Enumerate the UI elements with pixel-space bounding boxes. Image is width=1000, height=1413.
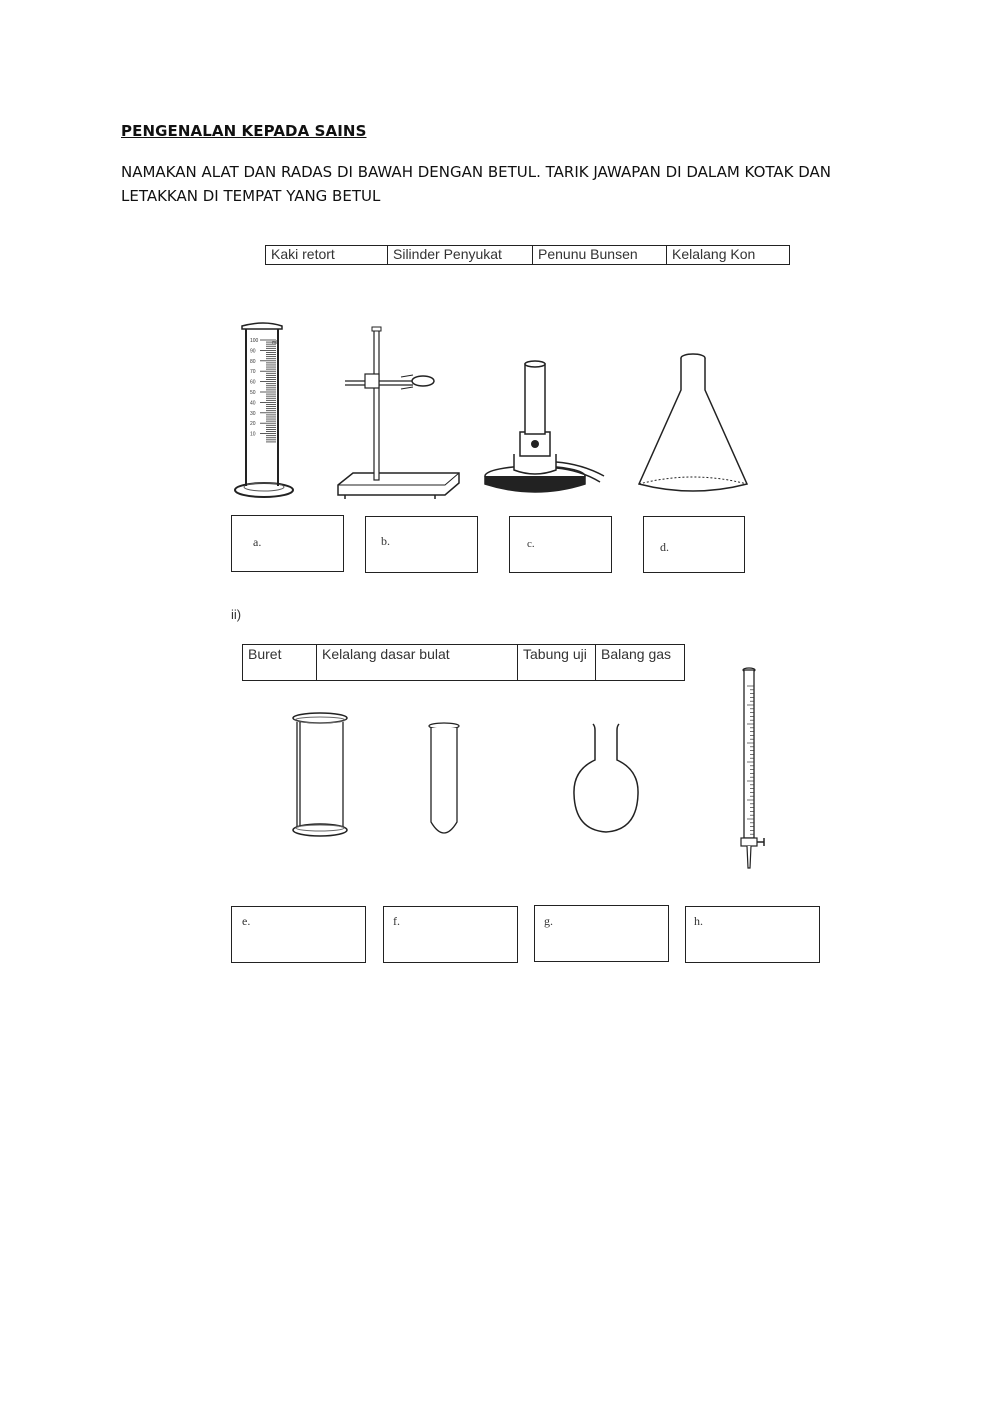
retort-stand-icon [335,327,465,499]
word-option-kaki-retort[interactable]: Kaki retort [266,246,388,264]
cylinder-scale-label: 40 [250,400,256,407]
cylinder-scale-label: 100 [250,338,259,344]
cylinder-scale-label: 90 [250,348,256,355]
answer-label-f: f. [393,914,400,928]
conical-flask-icon [636,352,750,498]
answer-label-d: d. [660,540,669,554]
word-bank-1 [265,245,790,265]
answer-label-g: g. [544,914,553,928]
word-option-tabung-uji[interactable]: Tabung uji [518,645,596,680]
round-bottom-flask-icon [571,720,641,834]
word-bank-2 [242,644,685,681]
word-option-kelalang-kon[interactable]: Kelalang Kon [672,246,756,262]
answer-box-e[interactable] [231,906,366,963]
instruction-text: NAMAKAN ALAT DAN RADAS DI BAWAH DENGAN BETUL. TARIK JAWAPAN DI DALAM KOTAK DAN LETAKKAN DI TEMPAT YANG BETUL [121,163,832,205]
cylinder-scale-label: 20 [250,421,256,428]
word-option-silinder-penyukat[interactable]: Silinder Penyukat [388,246,533,264]
measuring-cylinder-icon [232,320,296,500]
gas-jar-icon [290,710,350,840]
cylinder-scale-label: 80 [250,358,256,365]
answer-label-c: c. [527,538,535,550]
section-2-label: ii) [231,607,242,622]
burette-icon [733,666,773,870]
answer-box-h[interactable] [685,906,820,963]
cylinder-scale-label: 30 [250,410,256,417]
answer-box-g[interactable] [534,905,669,962]
cylinder-scale-label: 50 [250,390,256,396]
answer-box-d[interactable] [643,516,745,573]
answer-label-a: a. [253,535,262,549]
test-tube-icon [426,722,462,838]
cylinder-scale-label: 10 [250,431,256,438]
word-option-kelalang-dasar-bulat[interactable]: Kelalang dasar bulat [317,645,518,680]
answer-label-h: h. [694,914,703,928]
bunsen-burner-icon [482,358,612,494]
answer-label-b: b. [381,534,390,548]
answer-box-a[interactable] [231,515,344,572]
word-option-balang-gas[interactable]: Balang gas [601,646,672,662]
cylinder-scale-label: 70 [250,369,256,376]
cylinder-unit-label: ml [272,340,278,346]
answer-box-c[interactable] [509,516,612,573]
word-option-buret[interactable]: Buret [243,645,317,680]
answer-box-b[interactable] [365,516,478,573]
answer-label-e: e. [242,914,251,928]
cylinder-scale-label: 60 [250,379,256,386]
page-title: PENGENALAN KEPADA SAINS [121,122,367,140]
answer-box-f[interactable] [383,906,518,963]
word-option-penunu-bunsen[interactable]: Penunu Bunsen [533,246,667,264]
